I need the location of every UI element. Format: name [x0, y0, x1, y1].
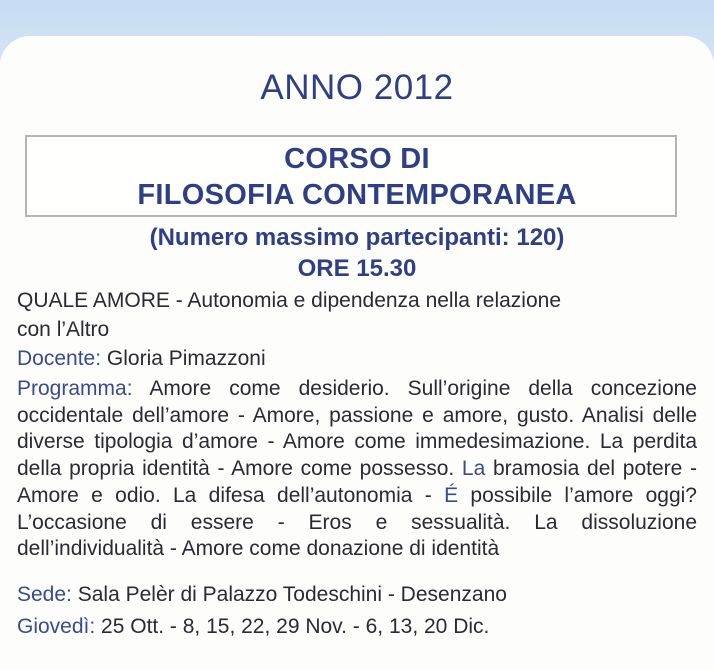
course-title-line2: FILOSOFIA CONTEMPORANEA: [137, 179, 577, 211]
program-paragraph: [17, 376, 697, 563]
program-text-4: É: [444, 483, 459, 507]
program-label: Programma:: [17, 377, 133, 400]
venue-label: Sede:: [17, 583, 72, 606]
program-text-5: possibile l’amore oggi? L’occasione di essere - Eros e sessualità.: [17, 483, 697, 534]
year-heading: ANNO 2012: [260, 68, 454, 107]
course-title-line1: CORSO DI: [284, 143, 430, 175]
teacher-label: Docente:: [17, 347, 102, 370]
venue-value: Sala Pelèr di Palazzo Todeschini - Desenzano: [71, 583, 507, 606]
teacher-name: Gloria Pimazzoni: [101, 347, 266, 370]
venue-line: [17, 583, 697, 607]
topic-subtitle-cont: con l’Altro: [17, 318, 110, 341]
schedule-label: Giovedì:: [17, 615, 96, 638]
topic-line-cont: [17, 318, 697, 342]
program-text-1: Amore come desiderio. Sull’origine della concezione occidentale dell’amore - Amore, passione e amore, gusto. Analisi delle diverse tipologia d’amore - Amore come immedesimazione. La perdita della propria identità - Amore come possesso.: [17, 377, 697, 481]
schedule-line: [17, 615, 697, 639]
teacher-line: [17, 347, 697, 371]
topic-title: QUALE AMORE: [17, 289, 170, 312]
course-time: ORE 15.30: [297, 255, 417, 282]
program-text-2: La: [461, 457, 486, 481]
program-text-7: dissoluzione dell’individualità - Amore come donazione di identità: [17, 510, 697, 561]
topic-subtitle: - Autonomia e dipendenza nella relazione: [169, 289, 561, 312]
schedule-value: 25 Ott. - 8, 15, 22, 29 Nov. - 6, 13, 20 Dic.: [95, 615, 490, 638]
topic-line: [17, 289, 697, 313]
program-text-3: bramosia del potere - Amore e odio. La difesa dell’autonomia -: [17, 457, 697, 507]
program-text-6: La: [534, 510, 558, 534]
max-participants: (Numero massimo partecipanti: 120): [149, 224, 565, 251]
